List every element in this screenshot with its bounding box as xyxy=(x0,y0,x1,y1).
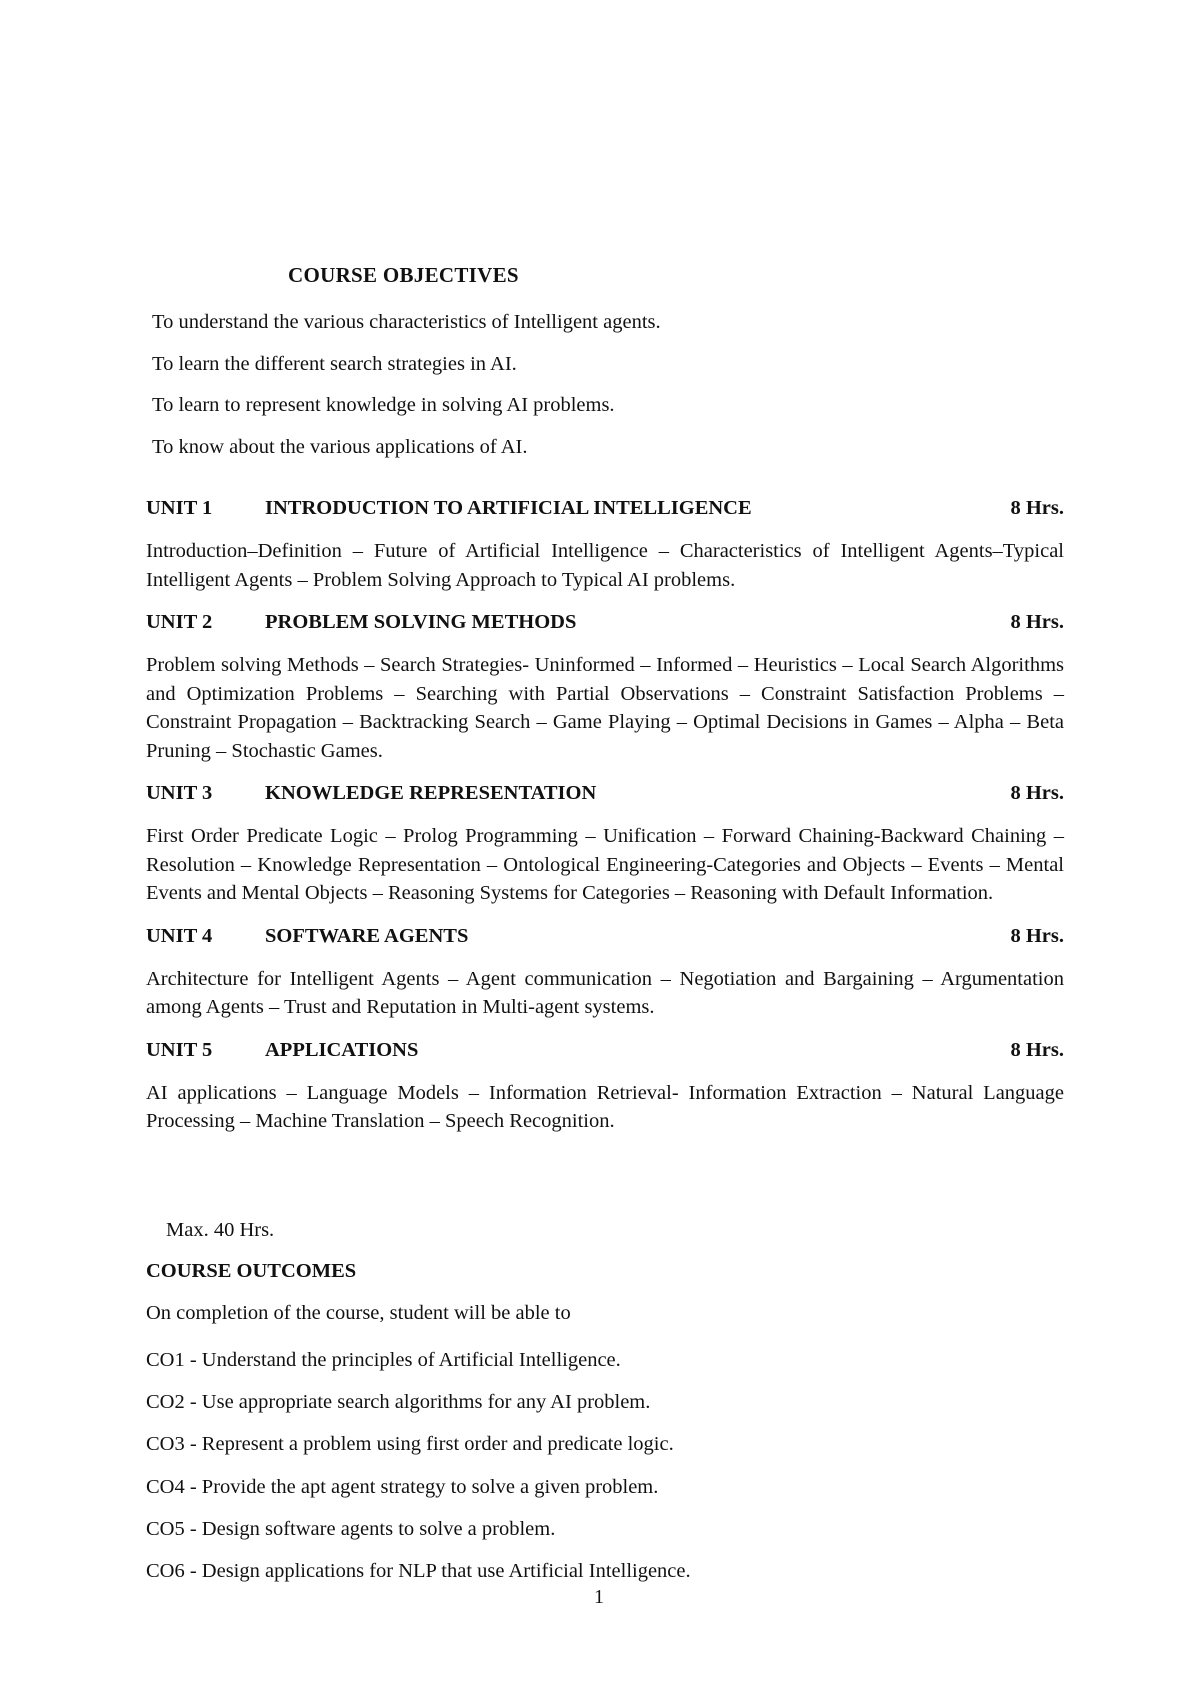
unit-2 xyxy=(146,607,1064,765)
unit-hours: 8 Hrs. xyxy=(1010,611,1064,633)
unit-number: UNIT 2 xyxy=(146,611,213,633)
syllabus-units xyxy=(146,493,1064,1149)
unit-4 xyxy=(146,921,1064,1022)
objective-item: To learn to represent knowledge in solving AI problems. xyxy=(152,394,615,416)
unit-title: PROBLEM SOLVING METHODS xyxy=(265,611,577,633)
unit-hours: 8 Hrs. xyxy=(1010,497,1064,519)
unit-hours: 8 Hrs. xyxy=(1010,782,1064,804)
unit-header xyxy=(146,921,1064,951)
outcome-item: CO6 - Design applications for NLP that use Artificial Intelligence. xyxy=(146,1559,691,1582)
outcomes-intro: On completion of the course, student will be able to xyxy=(146,1302,571,1324)
unit-number: UNIT 1 xyxy=(146,497,213,519)
course-objectives-heading: COURSE OBJECTIVES xyxy=(288,263,519,287)
objectives-list xyxy=(152,305,661,471)
max-hours-total: Max. 40 Hrs. xyxy=(166,1219,275,1241)
unit-header xyxy=(146,493,1064,523)
unit-title: INTRODUCTION TO ARTIFICIAL INTELLIGENCE xyxy=(265,497,752,519)
objective-item: To learn the different search strategies in AI. xyxy=(152,352,517,375)
unit-1 xyxy=(146,493,1064,594)
unit-title: APPLICATIONS xyxy=(265,1038,419,1061)
unit-5 xyxy=(146,1035,1064,1136)
objective-item: To know about the various applications of AI. xyxy=(152,435,528,458)
unit-number: UNIT 3 xyxy=(146,782,213,804)
outcome-item: CO5 - Design software agents to solve a problem. xyxy=(146,1517,556,1540)
unit-header xyxy=(146,607,1064,637)
outcome-item: CO2 - Use appropriate search algorithms for any AI problem. xyxy=(146,1391,651,1414)
unit-header xyxy=(146,1035,1064,1065)
unit-title: SOFTWARE AGENTS xyxy=(265,924,469,947)
outcome-item: CO3 - Represent a problem using first order and predicate logic. xyxy=(146,1433,674,1456)
outcomes-list xyxy=(146,1343,691,1596)
page-number: 1 xyxy=(594,1586,604,1608)
unit-number: UNIT 4 xyxy=(146,924,213,947)
unit-description: Introduction–Definition – Future of Artificial Intelligence – Characteristics of Intelligent Agents–Typical Intelligent Agents – Problem Solving Approach to Typical AI problems. xyxy=(146,540,1064,591)
outcome-item: CO4 - Provide the apt agent strategy to solve a given problem. xyxy=(146,1475,659,1498)
outcome-item: CO1 - Understand the principles of Artificial Intelligence. xyxy=(146,1349,621,1371)
objective-item: To understand the various characteristics of Intelligent agents. xyxy=(152,311,661,333)
unit-title: KNOWLEDGE REPRESENTATION xyxy=(265,782,597,804)
unit-3 xyxy=(146,778,1064,908)
unit-description: Problem solving Methods – Search Strategies- Uninformed – Informed – Heuristics – Local Search Algorithms and Optimization Problems – Searching with Partial Observations – Constraint Satisfaction Problems – Constraint Propagation – Backtracking Search – Game Playing – Optimal Decisions in Games – Alpha – Beta Pruning – Stochastic Games. xyxy=(146,654,1064,762)
course-outcomes-heading: COURSE OUTCOMES xyxy=(146,1260,357,1282)
unit-header xyxy=(146,778,1064,808)
unit-hours: 8 Hrs. xyxy=(1010,924,1064,947)
unit-description: First Order Predicate Logic – Prolog Programming – Unification – Forward Chaining-Backward Chaining – Resolution – Knowledge Representation – Ontological Engineering-Categories and Objects – Events – Mental Events and Mental Objects – Reasoning Systems for Categories – Reasoning with Default Information. xyxy=(146,825,1064,904)
unit-description: AI applications – Language Models – Information Retrieval- Information Extraction – Natural Language Processing – Machine Translation – Speech Recognition. xyxy=(146,1081,1064,1132)
unit-number: UNIT 5 xyxy=(146,1038,213,1061)
unit-description: Architecture for Intelligent Agents – Agent communication – Negotiation and Bargaining – Argumentation among Agents – Trust and Reputation in Multi-agent systems. xyxy=(146,967,1064,1018)
unit-hours: 8 Hrs. xyxy=(1010,1038,1064,1061)
